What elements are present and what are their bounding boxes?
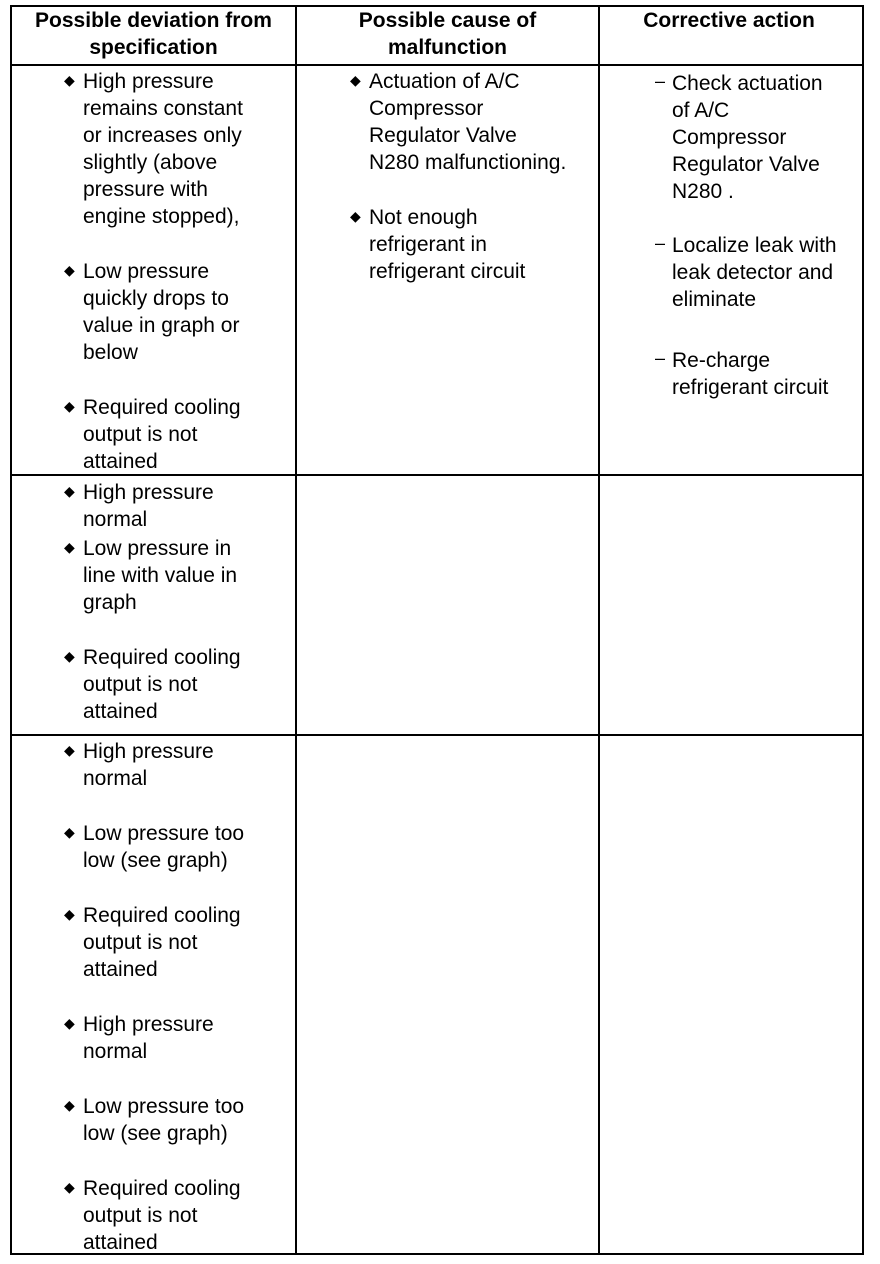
deviation-item: Low pressure quickly drops to value in graph or below [83, 260, 240, 364]
action-item: Localize leak with leak detector and eliminate [672, 234, 837, 311]
bullet-diamond-icon: ◆ [64, 1179, 75, 1195]
dash-bullet-icon: – [655, 71, 666, 91]
header-cause-line: malfunction [388, 36, 507, 59]
bullet-diamond-icon: ◆ [350, 208, 361, 224]
header-deviation-line: Possible deviation from [35, 9, 272, 32]
deviation-item: Required cooling output is not attained [83, 1177, 241, 1254]
bullet-diamond-icon: ◆ [64, 262, 75, 278]
header-action-line: Corrective action [643, 9, 815, 32]
bullet-diamond-icon: ◆ [64, 539, 75, 555]
bullet-diamond-icon: ◆ [64, 483, 75, 499]
dash-bullet-icon: – [655, 233, 666, 253]
bullet-diamond-icon: ◆ [64, 398, 75, 414]
bullet-diamond-icon: ◆ [64, 1097, 75, 1113]
header-divider [12, 64, 862, 66]
cause-item: Actuation of A/C Compressor Regulator Valve N280 malfunctioning. [369, 70, 567, 174]
action-item: Re-charge refrigerant circuit [672, 349, 829, 399]
bullet-diamond-icon: ◆ [64, 72, 75, 88]
column-divider [295, 7, 297, 1253]
troubleshooting-table [10, 5, 864, 1255]
header-deviation [12, 7, 295, 64]
deviation-item: High pressure normal [83, 1013, 214, 1063]
deviation-item: Low pressure in line with value in graph [83, 537, 238, 614]
deviation-item: High pressure normal [83, 481, 214, 531]
deviation-item: Low pressure too low (see graph) [83, 1095, 245, 1145]
header-action [600, 7, 858, 64]
header-cause-line: Possible cause of [358, 9, 537, 32]
bullet-diamond-icon: ◆ [64, 1015, 75, 1031]
bullet-diamond-icon: ◆ [64, 906, 75, 922]
header-cause [297, 7, 598, 64]
action-item: Check actuation of A/C Compressor Regulator Valve N280 . [672, 72, 823, 203]
deviation-item: High pressure normal [83, 740, 214, 790]
bullet-diamond-icon: ◆ [64, 648, 75, 664]
column-divider [598, 7, 600, 1253]
dash-bullet-icon: – [655, 348, 666, 368]
deviation-item: Required cooling output is not attained [83, 396, 241, 473]
bullet-diamond-icon: ◆ [350, 72, 361, 88]
header-deviation-line: specification [89, 36, 218, 59]
bullet-diamond-icon: ◆ [64, 824, 75, 840]
deviation-item: Required cooling output is not attained [83, 904, 241, 981]
cause-item: Not enough refrigerant in refrigerant circuit [369, 206, 526, 283]
row-divider [12, 734, 862, 736]
deviation-item: High pressure remains constant or increases only slightly (above pressure with engine stopped), [83, 70, 243, 228]
bullet-diamond-icon: ◆ [64, 742, 75, 758]
deviation-item: Low pressure too low (see graph) [83, 822, 245, 872]
deviation-item: Required cooling output is not attained [83, 646, 241, 723]
